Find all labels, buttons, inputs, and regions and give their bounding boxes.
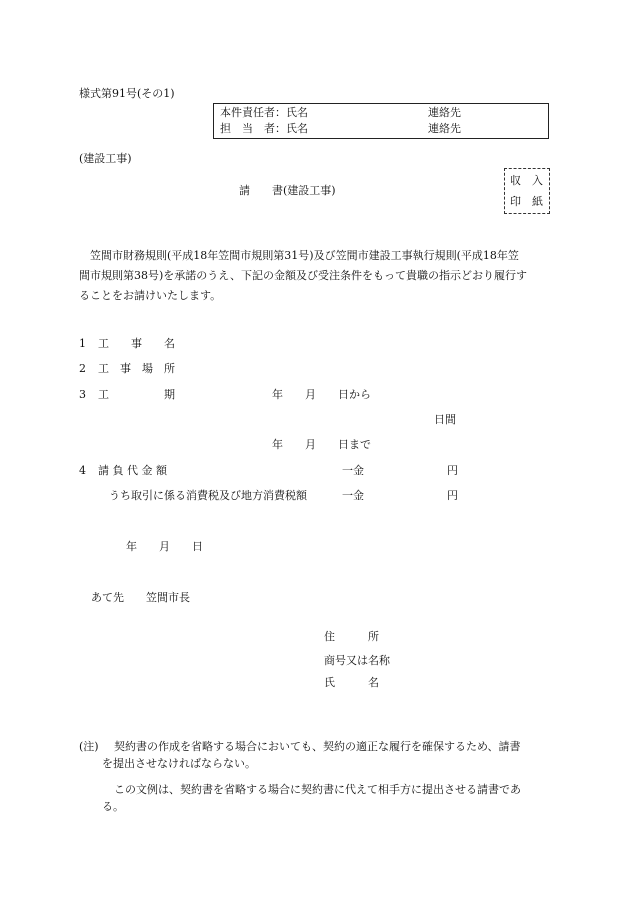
stamp-line-1: 収 入 [510,174,543,187]
responsible-person-label: 本件責任者：氏名 [220,106,308,119]
note-1-line-1: 契約書の作成を省略する場合においても、契約の適正な履行を確保するため、請書 [114,740,521,753]
note-1-line-2: を提出させなければならない。 [102,757,256,770]
period-to: 年 月 日まで [272,438,371,451]
person-in-charge-contact-label: 連絡先 [428,122,461,135]
stamp-line-2: 印 紙 [510,195,543,208]
document-title: 請 書(建設工事) [239,184,336,197]
date-line: 年 月 日 [126,540,203,553]
contractor-name-label: 氏 名 [324,676,379,689]
item-4-number: 4 [79,464,86,477]
item-3-number: 3 [79,388,86,401]
item-1-number: 1 [79,337,86,350]
person-in-charge-label: 担 当 者：氏名 [220,122,308,135]
contractor-address-label: 住 所 [324,630,379,643]
intro-line: 間市規則第38号)を承諾のうえ、下記の金額及び受注条件をもって貴職の指示どおり履行す [79,269,527,282]
period-days: 日間 [434,413,456,426]
intro-line: ることをお請けいたします。 [79,289,222,302]
item-3-label: 工 期 [98,388,175,401]
category-label: (建設工事) [79,152,132,165]
revenue-stamp-box [504,168,550,214]
tax-amount-unit: 円 [447,489,458,502]
tax-amount-prefix: 一金 [342,489,364,502]
form-number: 様式第91号(その1) [79,87,175,100]
item-2-label: 工 事 場 所 [98,362,175,375]
period-from: 年 月 日から [272,388,371,401]
intro-line: 笠間市財務規則(平成18年笠間市規則第31号)及び笠間市建設工事執行規則(平成18年笠 [79,249,519,262]
contact-box [213,103,549,139]
note-2-line-1: この文例は、契約書を省略する場合に契約書に代えて相手方に提出させる請書であ [114,783,521,796]
intro-paragraph [79,246,527,306]
addressee: あて先 笠間市長 [91,591,190,604]
contract-amount-unit: 円 [447,464,458,477]
contractor-company-label: 商号又は名称 [324,654,390,667]
contract-amount-prefix: 一金 [342,464,364,477]
item-4-label: 請 負 代 金 額 [98,464,167,477]
item-2-number: 2 [79,362,86,375]
note-prefix: (注) [79,740,99,753]
responsible-contact-label: 連絡先 [428,106,461,119]
note-2-line-2: る。 [102,800,124,813]
item-1-label: 工 事 名 [98,337,175,350]
tax-label: うち取引に係る消費税及び地方消費税額 [109,489,307,502]
